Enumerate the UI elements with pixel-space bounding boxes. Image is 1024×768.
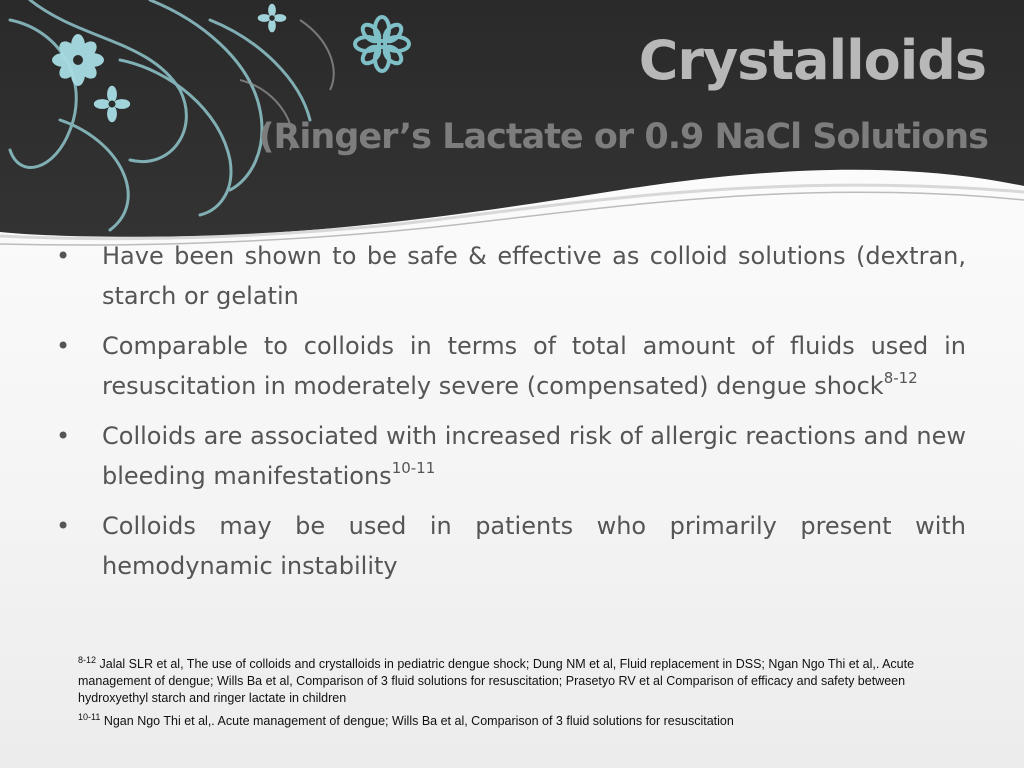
bullet-text: Colloids may be used in patients who primarily present with hemodynamic instability [102,512,966,580]
reference-superscript: 10-11 [78,711,101,722]
bullet-list [56,236,966,596]
slide-title: Crystalloids [638,29,986,92]
bullet-item [56,236,966,316]
slide-subtitle: (Ringer’s Lactate or 0.9 NaCl Solutions [258,117,988,157]
bullet-text: Comparable to colloids in terms of total amount of fluids used in resuscitation in moderately severe (compensated) dengue shock [102,332,966,400]
reference-item [78,656,970,707]
bullet-dot-icon: • [56,422,71,450]
bullet-text: Have been shown to be safe & effective as colloid solutions (dextran, starch or gelatin [102,242,966,310]
citation-superscript: 8-12 [883,369,918,387]
reference-superscript: 8-12 [78,654,97,665]
citation-superscript: 10-11 [391,459,436,477]
bullet-dot-icon: • [56,332,71,360]
bullet-item [56,326,966,406]
references [78,656,970,736]
reference-text: Jalal SLR et al, The use of colloids and crystalloids in pediatric dengue shock; Dung NM et al, Fluid replacement in DSS; Ngan Ngo Thi et al,. Acute management of dengue; Wills Ba et al, Comparison of 3 fluid solutions for resuscitation; Prasetyo RV et al Comparison of efficacy and safety between hydroxyethyl starch and ringer lactate in children [78,657,915,705]
bullet-dot-icon: • [56,242,71,270]
bullet-dot-icon: • [56,512,71,540]
bullet-text: Colloids are associated with increased risk of allergic reactions and new bleeding manifestations [102,422,966,490]
bullet-item [56,416,966,496]
reference-item [78,713,970,730]
bullet-item [56,506,966,586]
reference-text: Ngan Ngo Thi et al,. Acute management of dengue; Wills Ba et al, Comparison of 3 fluid solutions for resuscitation [100,714,734,728]
